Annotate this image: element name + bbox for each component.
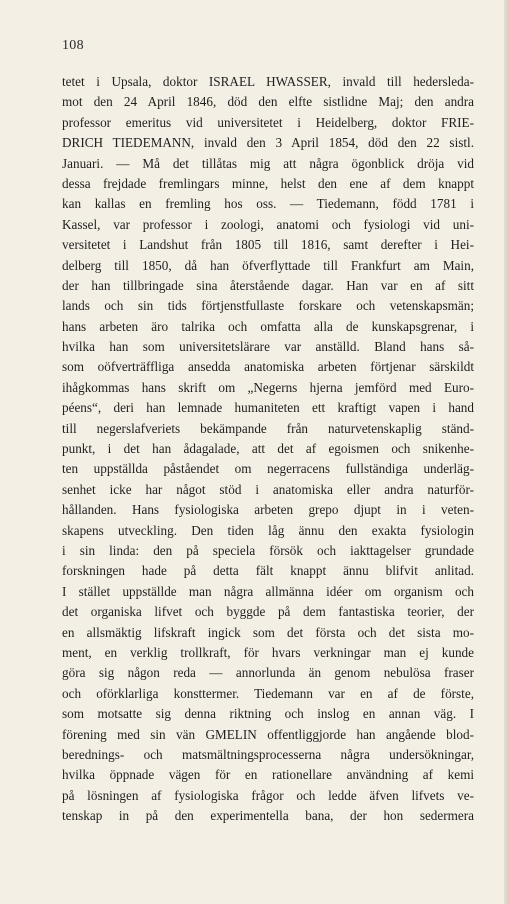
text-line: göra sig någon reda — annorlunda än genom nebulösa fraser <box>62 665 474 681</box>
page-number: 108 <box>62 38 84 53</box>
page-edge <box>504 0 509 904</box>
text-line: versitetet i Landshut från 1805 till 1816, samt derefter i Hei- <box>62 237 474 253</box>
text-line: hvilka han som universitetslärare var anställd. Bland hans så- <box>62 339 474 355</box>
text-line: förening med sin vän GMELIN offentliggjorde han angående blod- <box>62 726 474 742</box>
text-line: skapens utveckling. Den tiden låg ännu den exakta fysiologin <box>62 522 474 538</box>
text-line: kan kallas en fremling hos oss. — Tiedemann, född 1781 i <box>62 196 474 212</box>
text-line: mot den 24 April 1846, död den elfte sistlidne Maj; den andra <box>62 94 474 110</box>
text-line: och oförklarliga konsttermer. Tiedemann var en af de förste, <box>62 685 474 701</box>
text-line: péens“, deri han lemnade humaniteten ett kraftigt vapen i hand <box>62 400 474 416</box>
text-line: hvilka öppnade vägen för en rationellare användning af kemi <box>62 767 474 783</box>
text-line: professor emeritus vid universitetet i Heidelberg, doktor FRIE- <box>62 114 474 130</box>
text-line: lands och sin tids förtjenstfullaste forskare och vetenskapsmän; <box>62 298 474 314</box>
text-line: på lösningen af fysiologiska frågor och ledde äfven lifvets ve- <box>62 787 474 803</box>
text-line: delberg till 1850, då han öfverflyttade till Frankfurt am Main, <box>62 257 474 273</box>
text-line: der han tillbringade sina återstående dagar. Han var en af sitt <box>62 277 474 293</box>
text-line: hållanden. Hans fysiologiska arbeten grepo djupt in i veten- <box>62 502 474 518</box>
text-line: en allsmäktig lifskraft ingick som det första och det sista mo- <box>62 624 474 640</box>
text-line: berednings- och matsmältningsprocesserna några undersökningar, <box>62 746 474 762</box>
text-line: dessa frejdade fremlingars minne, helst den ene af dem knappt <box>62 175 474 191</box>
text-line: som motsatte sig denna riktning och inslog en annan väg. I <box>62 706 474 722</box>
text-line: forskningen hade på detta fält knappt ännu blifvit anlitad. <box>62 563 474 579</box>
text-line: I stället uppställde man några allmänna idéer om organism och <box>62 583 474 599</box>
text-line: det organiska lifvet och byggde på dem fantastiska teorier, der <box>62 604 474 620</box>
text-line: ihågkommas hans skrift om „Negerns hjerna jemförd med Euro- <box>62 379 474 395</box>
text-line: i sin linda: den på speciela försök och iakttagelser grundade <box>62 542 474 558</box>
text-line: till negerslafveriets bekämpande från naturvetenskaplig ständ- <box>62 420 474 436</box>
text-line: som oöfverträffliga ansedda anatomiska arbeten förtjenar särskildt <box>62 359 474 375</box>
text-line: tetet i Upsala, doktor ISRAEL HWASSER, invald till hedersleda- <box>62 74 474 89</box>
text-line: Januari. — Må det tillåtas mig att några ögonblick dröja vid <box>62 155 474 171</box>
text-line: hans arbeten äro talrika och omfatta alla de kunskapsgrenar, i <box>62 318 474 334</box>
text-line: senhet icke har något stöd i anatomiska eller andra naturför- <box>62 481 474 497</box>
body-text <box>62 72 474 826</box>
text-line: Kassel, var professor i zoologi, anatomi och fysiologi vid uni- <box>62 216 474 232</box>
text-line: tenskap in på den experimentella bana, der hon sedermera <box>62 808 474 824</box>
text-line: ment, en verklig trollkraft, för hvars verkningar man ej kunde <box>62 644 474 660</box>
text-line: DRICH TIEDEMANN, invald den 3 April 1854, död den 22 sistl. <box>62 135 474 151</box>
text-line: punkt, i det han ådagalade, att det af egoismen och snikenhe- <box>62 441 474 457</box>
text-line: ten uppställda påståendet om negerracens fullständiga underläg- <box>62 461 474 477</box>
